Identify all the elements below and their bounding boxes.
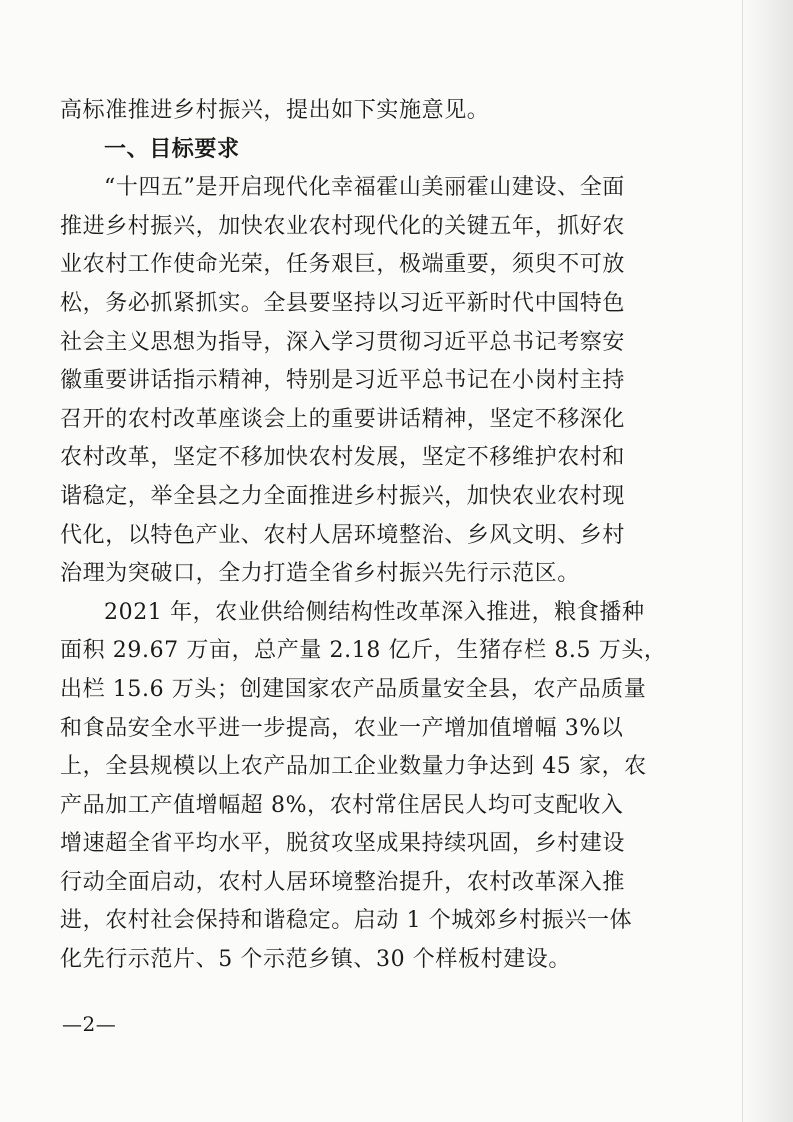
text-line: 2021 年，农业供给侧结构性改革深入推进，粮食播种	[104, 599, 645, 625]
page-edge-shadow	[739, 0, 793, 1122]
text-line: 上，全县规模以上农产品加工企业数量力争达到 45 家，农	[60, 754, 647, 780]
text-line: 化先行示范片、5 个示范乡镇、30 个样板村建设。	[60, 947, 571, 973]
section-heading: 一、目标要求	[104, 136, 240, 162]
text-line: 高标准推进乡村振兴，提出如下实施意见。	[60, 98, 490, 123]
text-line: 增速超全省平均水平，脱贫攻坚成果持续巩固，乡村建设	[60, 831, 626, 857]
text-line: 治理为突破口，全力打造全省乡村振兴先行示范区。	[60, 561, 580, 587]
text-line: 代化，以特色产业、农村人居环境整治、乡风文明、乡村	[60, 522, 626, 548]
text-line: 进，农村社会保持和谐稳定。启动 1 个城郊乡村振兴一体	[60, 908, 633, 934]
page-fold-line	[742, 0, 743, 1122]
page-number: —2—	[62, 1012, 117, 1036]
text-line: 面积 29.67 万亩，总产量 2.18 亿斤，生猪存栏 8.5 万头，	[60, 638, 667, 664]
text-line: 谐稳定，举全县之力全面推进乡村振兴，加快农业农村现	[60, 483, 626, 509]
text-line: 社会主义思想为指导，深入学习贯彻习近平总书记考察安	[60, 329, 626, 355]
text-line: 出栏 15.6 万头；创建国家农产品质量安全县，农产品质量	[60, 676, 647, 702]
text-line: 业农村工作使命光荣，任务艰巨，极端重要，须臾不可放	[60, 252, 626, 278]
text-line: 行动全面启动，农村人居环境整治提升，农村改革深入推	[60, 869, 626, 895]
text-line: 产品加工产值增幅超 8%，农村常住居民人均可支配收入	[60, 792, 624, 818]
text-line: 农村改革，坚定不移加快农村发展，坚定不移维护农村和	[60, 445, 626, 471]
document-body	[60, 92, 730, 980]
text-line: 推进乡村振兴，加快农业农村现代化的关键五年，抓好农	[60, 213, 626, 239]
text-line: “十四五”是开启现代化幸福霍山美丽霍山建设、全面	[104, 175, 625, 201]
text-line: 和食品安全水平进一步提高，农业一产增加值增幅 3%以	[60, 715, 624, 741]
text-line: 徽重要讲话指示精神，特别是习近平总书记在小岗村主持	[60, 368, 626, 394]
text-line: 召开的农村改革座谈会上的重要讲话精神，坚定不移深化	[60, 406, 626, 432]
text-line: 松，务必抓紧抓实。全县要坚持以习近平新时代中国特色	[60, 290, 626, 316]
